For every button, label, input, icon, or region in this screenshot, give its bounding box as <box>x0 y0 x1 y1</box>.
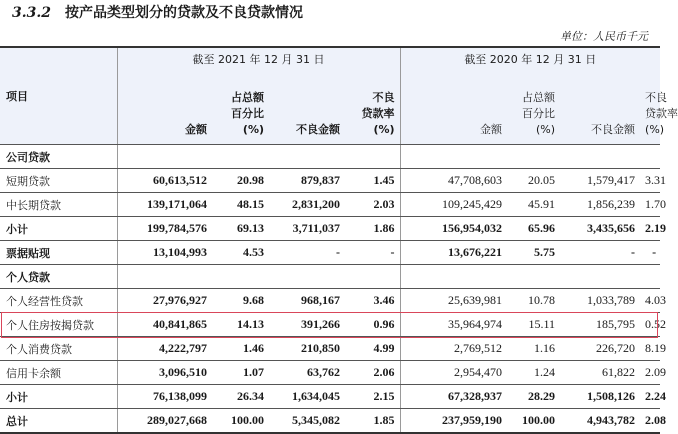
cell-value: 2.19 <box>640 217 660 241</box>
row-label: 个人贷款 <box>0 265 117 289</box>
cell-value: 4,943,782 <box>560 409 640 434</box>
col-2020-0: 金额 <box>400 70 507 145</box>
cell-value: 40,841,865 <box>117 313 212 337</box>
cell-value: 4,222,797 <box>117 337 212 361</box>
cell-value: 1.07 <box>212 361 269 385</box>
cell-value: 9.68 <box>212 289 269 313</box>
cell-value: 156,954,032 <box>400 217 507 241</box>
cell-value: 210,850 <box>269 337 345 361</box>
cell-value: 1,508,126 <box>560 385 640 409</box>
cell-value: 3.46 <box>345 289 400 313</box>
cell-value: 1.46 <box>212 337 269 361</box>
cell-value: 8.19 <box>640 337 660 361</box>
table-row <box>0 361 660 385</box>
header-row-period <box>0 47 660 70</box>
loan-table <box>0 46 678 434</box>
cell-value: 65.96 <box>507 217 560 241</box>
cell-value <box>269 265 345 289</box>
cell-value: 1.24 <box>507 361 560 385</box>
cell-value: 3.31 <box>640 169 660 193</box>
cell-value: 20.98 <box>212 169 269 193</box>
cell-value: - <box>560 241 640 265</box>
cell-value: 14.13 <box>212 313 269 337</box>
cell-value <box>560 145 640 169</box>
cell-value: 4.03 <box>640 289 660 313</box>
cell-value: 4.99 <box>345 337 400 361</box>
cell-value: 1,033,789 <box>560 289 640 313</box>
cell-value <box>640 265 660 289</box>
cell-value: 1,856,239 <box>560 193 640 217</box>
col-2021-2: 不良金额 <box>269 70 345 145</box>
cell-value: 45.91 <box>507 193 560 217</box>
cell-value: 4.53 <box>212 241 269 265</box>
cell-value: 2.15 <box>345 385 400 409</box>
row-label: 个人住房按揭贷款 <box>0 313 117 337</box>
cell-value <box>507 145 560 169</box>
row-label: 个人经营性贷款 <box>0 289 117 313</box>
col-2020-3: 不良 贷款率 (%) <box>640 70 660 145</box>
cell-value: - <box>640 241 660 265</box>
cell-value: 2.09 <box>640 361 660 385</box>
table-row <box>0 241 660 265</box>
row-label: 公司贷款 <box>0 145 117 169</box>
cell-value: 3,096,510 <box>117 361 212 385</box>
cell-value: 5,345,082 <box>269 409 345 434</box>
group-row <box>0 265 660 289</box>
table-row <box>0 193 660 217</box>
cell-value: 61,822 <box>560 361 640 385</box>
row-label: 信用卡余额 <box>0 361 117 385</box>
cell-value: - <box>345 241 400 265</box>
item-header: 项目 <box>0 47 117 145</box>
cell-value: 20.05 <box>507 169 560 193</box>
cell-value: 100.00 <box>507 409 560 434</box>
cell-value: 968,167 <box>269 289 345 313</box>
cell-value <box>117 265 212 289</box>
cell-value: 185,795 <box>560 313 640 337</box>
table-row <box>0 409 660 434</box>
cell-value: 5.75 <box>507 241 560 265</box>
cell-value: 15.11 <box>507 313 560 337</box>
table-row <box>0 313 660 337</box>
cell-value: 226,720 <box>560 337 640 361</box>
cell-value <box>345 145 400 169</box>
cell-value <box>212 265 269 289</box>
cell-value: 1,634,045 <box>269 385 345 409</box>
cell-value <box>560 265 640 289</box>
row-label: 小计 <box>0 217 117 241</box>
row-label: 小计 <box>0 385 117 409</box>
table-row <box>0 289 660 313</box>
col-2020-1: 占总额 百分比 (%) <box>507 70 560 145</box>
cell-value: 3,435,656 <box>560 217 640 241</box>
cell-value: 48.15 <box>212 193 269 217</box>
cell-value: 63,762 <box>269 361 345 385</box>
section-heading <box>12 2 303 24</box>
cell-value <box>345 265 400 289</box>
cell-value: 237,959,190 <box>400 409 507 434</box>
cell-value: 69.13 <box>212 217 269 241</box>
cell-value <box>640 145 660 169</box>
cell-value <box>507 265 560 289</box>
cell-value: 1.16 <box>507 337 560 361</box>
cell-value: 76,138,099 <box>117 385 212 409</box>
table-row <box>0 337 660 361</box>
unit-note: 单位：人民币千元 <box>560 30 648 43</box>
cell-value: 289,027,668 <box>117 409 212 434</box>
period-2020: 截至 2020 年 12 月 31 日 <box>400 47 660 70</box>
cell-value: 109,245,429 <box>400 193 507 217</box>
cell-value: 391,266 <box>269 313 345 337</box>
cell-value: 27,976,927 <box>117 289 212 313</box>
cell-value: 0.96 <box>345 313 400 337</box>
cell-value: 1,579,417 <box>560 169 640 193</box>
cell-value: 2.03 <box>345 193 400 217</box>
cell-value: 13,104,993 <box>117 241 212 265</box>
cell-value: 28.29 <box>507 385 560 409</box>
cell-value: 1.85 <box>345 409 400 434</box>
cell-value: 47,708,603 <box>400 169 507 193</box>
cell-value: 0.52 <box>640 313 660 337</box>
cell-value: 60,613,512 <box>117 169 212 193</box>
cell-value <box>117 145 212 169</box>
cell-value: - <box>269 241 345 265</box>
col-2020-2: 不良金额 <box>560 70 640 145</box>
cell-value: 1.70 <box>640 193 660 217</box>
row-label: 票据贴现 <box>0 241 117 265</box>
period-2021: 截至 2021 年 12 月 31 日 <box>117 47 400 70</box>
group-row <box>0 145 660 169</box>
cell-value <box>269 145 345 169</box>
cell-value: 2,769,512 <box>400 337 507 361</box>
col-2021-1: 占总额 百分比 (%) <box>212 70 269 145</box>
cell-value: 13,676,221 <box>400 241 507 265</box>
cell-value: 10.78 <box>507 289 560 313</box>
cell-value: 2,954,470 <box>400 361 507 385</box>
cell-value: 3,711,037 <box>269 217 345 241</box>
cell-value <box>212 145 269 169</box>
cell-value: 879,837 <box>269 169 345 193</box>
cell-value: 25,639,981 <box>400 289 507 313</box>
table-row <box>0 169 660 193</box>
cell-value: 2.06 <box>345 361 400 385</box>
cell-value: 26.34 <box>212 385 269 409</box>
cell-value: 100.00 <box>212 409 269 434</box>
col-2021-0: 金额 <box>117 70 212 145</box>
cell-value: 2.08 <box>640 409 660 434</box>
row-label: 个人消费贷款 <box>0 337 117 361</box>
cell-value <box>400 145 507 169</box>
row-label: 短期贷款 <box>0 169 117 193</box>
cell-value: 2.24 <box>640 385 660 409</box>
section-title: 按产品类型划分的贷款及不良贷款情况 <box>64 5 303 21</box>
table-row <box>0 385 660 409</box>
cell-value <box>400 265 507 289</box>
cell-value: 1.45 <box>345 169 400 193</box>
row-label: 中长期贷款 <box>0 193 117 217</box>
cell-value: 67,328,937 <box>400 385 507 409</box>
cell-value: 1.86 <box>345 217 400 241</box>
cell-value: 139,171,064 <box>117 193 212 217</box>
cell-value: 35,964,974 <box>400 313 507 337</box>
cell-value: 199,784,576 <box>117 217 212 241</box>
table-row <box>0 217 660 241</box>
section-number: 3.3.2 <box>12 5 51 21</box>
row-label: 总计 <box>0 409 117 434</box>
cell-value: 2,831,200 <box>269 193 345 217</box>
col-2021-3: 不良 贷款率 (%) <box>345 70 400 145</box>
